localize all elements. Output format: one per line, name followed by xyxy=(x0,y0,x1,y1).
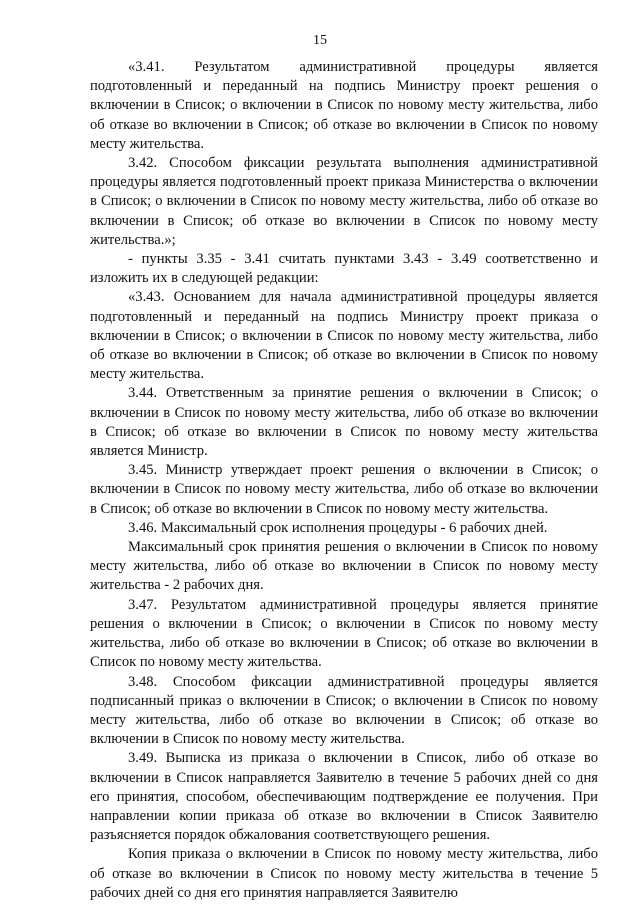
page-number: 15 xyxy=(313,33,327,48)
paragraph-3-42-fixation: 3.42. Способом фиксации результата выполнения административной процедуры является подготовленный проект приказа Министерства о включении в Список; о включении в Список по новому месту жительства, либо об отказе во включении в Список; об отказе во включении в Список по новому месту жительства.»; xyxy=(90,155,598,248)
paragraph-3-43-basis: «3.43. Основанием для начала административной процедуры является подготовленный и переданный на подпись Министру проект приказа о включении в Список; о включении в Список по новому месту жительства, либо об отказе во включении в Список; об отказе во включении в Список по новому месту жительства. xyxy=(90,289,598,383)
paragraph-3-46-max-term: 3.46. Максимальный срок исполнения процедуры - 6 рабочих дней. xyxy=(128,519,548,536)
paragraph-3-41-result: «3.41. Результатом административной процедуры является подготовленный и переданный на подпись Министру проект решения о включении в Список; о включении в Список по новому месту жительства, либо об отказе во включении в Список; об отказе во включении в Список по новому месту жительства. xyxy=(90,59,598,152)
paragraph-3-47-result: 3.47. Результатом административной процедуры является принятие решения о включении в Список; о включении в Список по новому месту жительства, либо об отказе во включении в Список; об отказе во включении в Список по новому месту жительства. xyxy=(90,596,598,671)
paragraph-3-44-responsible: 3.44. Ответственным за принятие решения о включении в Список; о включении в Список по новому месту жительства, либо об отказе во включении в Список; об отказе во включении в Список по новому месту жительства является Министр. xyxy=(90,385,598,460)
document-body xyxy=(90,58,598,903)
paragraph-max-term-decision: Максимальный срок принятия решения о включении в Список по новому месту жительства, либо об отказе во включении в Список по новому месту жительства - 2 рабочих дня. xyxy=(90,539,598,594)
paragraph-renumbering-note: - пункты 3.35 - 3.41 считать пунктами 3.43 - 3.49 соответственно и изложить их в следующей редакции: xyxy=(90,251,598,287)
paragraph-3-48-fixation: 3.48. Способом фиксации административной процедуры является подписанный приказ о включении в Список; о включении в Список по новому месту жительства, либо об отказе во включении в Список; об отказе во включении в Список по новому месту жительства. xyxy=(90,673,598,748)
paragraph-3-49-extract: 3.49. Выписка из приказа о включении в Список, либо об отказе во включении в Список направляется Заявителю в течение 5 рабочих дней со дня его принятия, способом, обеспечивающим подтверждение ее получения. При направлении копии приказа об отказе во включении в Список Заявителю разъясняется порядок обжалования соответствующего решения. xyxy=(90,750,598,844)
paragraph-copy-of-order: Копия приказа о включении в Список по новому месту жительства, либо об отказе во включении в Список по новому месту жительства в течение 5 рабочих дней со дня его принятия направляется Заявителю xyxy=(90,846,598,901)
paragraph-3-45-approval: 3.45. Министр утверждает проект решения о включении в Список; о включении в Список по новому месту жительства, либо об отказе во включении в Список; об отказе во включении в Список по новому месту жительства. xyxy=(90,462,598,517)
